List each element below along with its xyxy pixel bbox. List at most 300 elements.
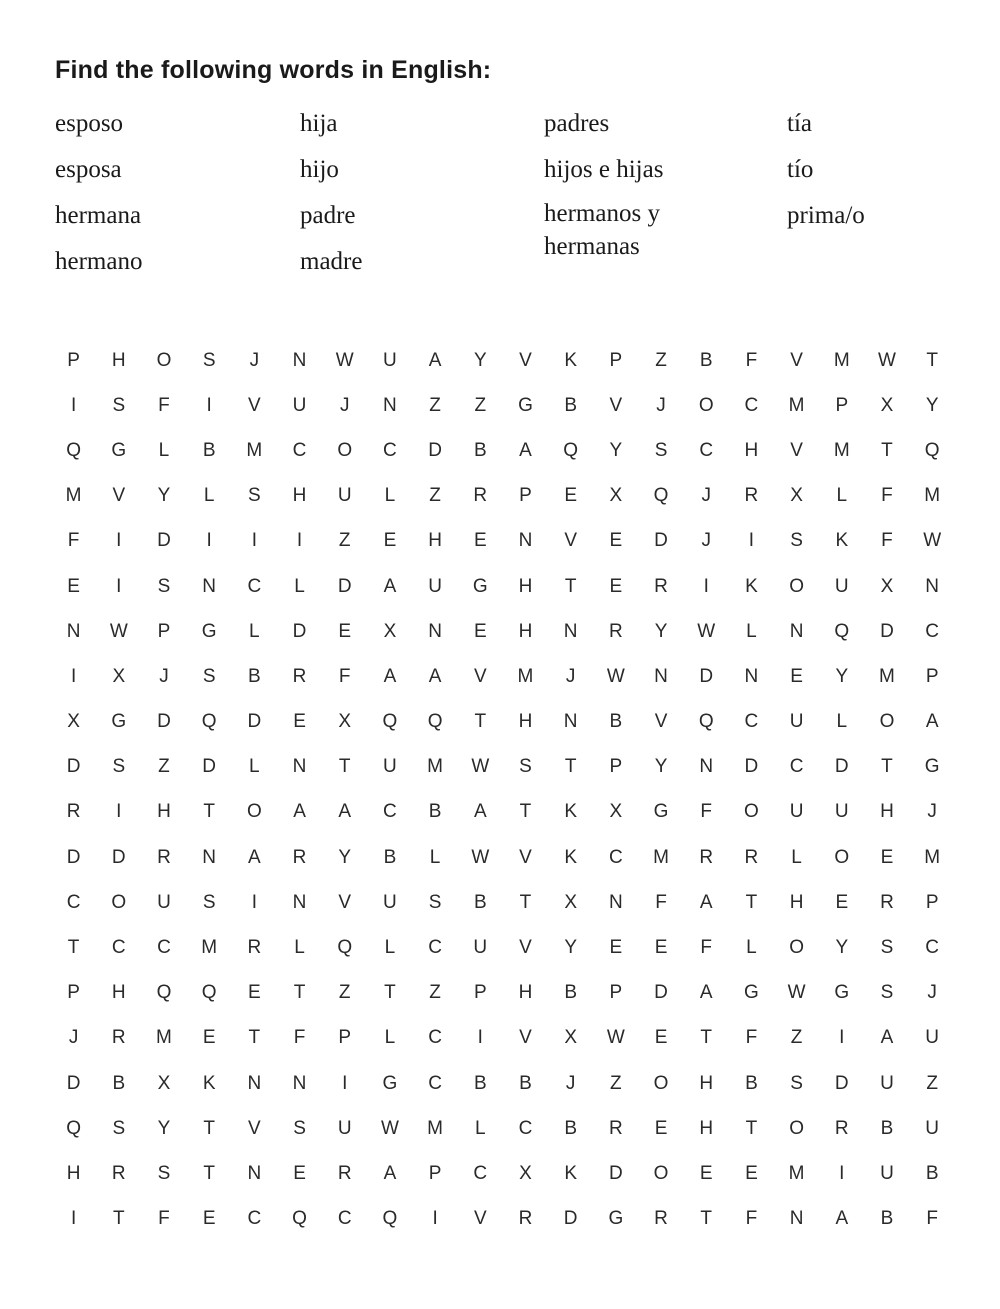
grid-letter: G [608, 1208, 624, 1230]
grid-letter: C [383, 439, 397, 461]
grid-letter: W [109, 620, 128, 642]
grid-letter: S [790, 530, 803, 552]
grid-letter: S [202, 665, 216, 687]
grid-letter: Y [473, 349, 487, 371]
grid-letter: Q [201, 711, 217, 733]
grid-letter: P [519, 485, 532, 507]
grid-letter: Z [429, 982, 441, 1004]
grid-letter: D [202, 756, 217, 778]
grid-letter: B [473, 439, 487, 461]
grid-letter: U [157, 891, 171, 913]
grid-letter: W [787, 982, 806, 1004]
grid-letter: H [292, 485, 307, 507]
grid-letter: K [564, 349, 577, 371]
grid-letter: K [202, 1072, 216, 1094]
grid-letter: U [292, 394, 307, 416]
grid-letter: J [565, 1072, 576, 1094]
grid-letter: N [789, 620, 804, 642]
grid-letter: C [518, 1117, 533, 1139]
grid-letter: X [383, 620, 397, 642]
grid-letter: N [699, 756, 714, 778]
grid-letter: W [606, 665, 625, 687]
grid-letter: R [111, 1162, 126, 1184]
grid-letter: D [654, 530, 668, 552]
grid-letter: Z [429, 485, 441, 507]
grid-letter: G [382, 1072, 398, 1094]
grid-letter: B [925, 1162, 939, 1184]
grid-letter: E [473, 620, 487, 642]
grid-letter: E [609, 575, 623, 597]
grid-letter: N [428, 620, 442, 642]
grid-letter: A [248, 846, 261, 868]
grid-letter: U [925, 1027, 940, 1049]
grid-letter: A [383, 1162, 397, 1184]
grid-letter: S [519, 756, 532, 778]
grid-letter: P [67, 349, 80, 371]
grid-letter: A [293, 801, 306, 823]
grid-letter: M [201, 937, 218, 959]
grid-letter: V [654, 711, 668, 733]
grid-letter: R [111, 1027, 126, 1049]
grid-letter: V [519, 937, 532, 959]
grid-letter: J [68, 1027, 79, 1049]
grid-letter: Y [835, 665, 849, 687]
grid-letter: P [428, 1162, 442, 1184]
grid-letter: O [789, 937, 804, 959]
grid-letter: Q [653, 485, 669, 507]
grid-letter: A [835, 1208, 849, 1230]
grid-letter: B [745, 1072, 758, 1094]
grid-letter: H [518, 620, 533, 642]
grid-letter: O [789, 1117, 804, 1139]
grid-letter: H [157, 801, 171, 823]
grid-letter: E [609, 937, 623, 959]
grid-letter: V [790, 349, 803, 371]
grid-letter: L [746, 937, 757, 959]
grid-letter: B [473, 891, 487, 913]
grid-letter: T [293, 982, 306, 1004]
grid-letter: S [157, 1162, 171, 1184]
page-title: Find the following words in English: [55, 56, 492, 84]
grid-letter: T [203, 1162, 215, 1184]
grid-letter: M [879, 665, 895, 687]
grid-letter: D [66, 1072, 81, 1094]
grid-letter: E [67, 575, 80, 597]
grid-letter: G [111, 711, 127, 733]
grid-letter: U [880, 1072, 894, 1094]
grid-letter: C [383, 801, 397, 823]
grid-letter: O [653, 1072, 669, 1094]
grid-letter: Q [337, 937, 353, 959]
grid-letter: X [609, 485, 623, 507]
grid-letter: E [248, 982, 261, 1004]
grid-letter: E [293, 1162, 306, 1184]
grid-letter: E [835, 891, 849, 913]
grid-letter: E [654, 1117, 668, 1139]
grid-letter: F [655, 891, 667, 913]
grid-letter: T [384, 982, 396, 1004]
grid-letter: A [473, 801, 487, 823]
word-item: hermanos y hermanas [544, 200, 660, 260]
word-column-2 [300, 105, 540, 289]
grid-letter: T [564, 575, 577, 597]
grid-letter: C [925, 620, 940, 642]
grid-letter: Y [654, 756, 668, 778]
grid-letter: M [788, 1162, 805, 1184]
grid-letter: D [428, 439, 442, 461]
grid-letter: I [251, 530, 257, 552]
grid-letter: N [292, 349, 307, 371]
grid-letter: I [477, 1027, 483, 1049]
grid-letter: T [248, 1027, 261, 1049]
grid-letter: Q [563, 439, 579, 461]
grid-letter: S [202, 891, 216, 913]
grid-letter: O [337, 439, 353, 461]
grid-letter: B [880, 1208, 894, 1230]
grid-letter: F [881, 485, 893, 507]
grid-letter: D [292, 620, 307, 642]
grid-letter: E [880, 846, 894, 868]
grid-letter: A [428, 349, 442, 371]
grid-letter: B [383, 846, 397, 868]
grid-letter: L [294, 937, 305, 959]
grid-letter: K [564, 1162, 577, 1184]
grid-letter: I [206, 394, 212, 416]
grid-letter: B [112, 1072, 126, 1094]
grid-letter: U [789, 801, 804, 823]
grid-letter: Y [654, 620, 668, 642]
grid-letter: D [66, 846, 81, 868]
grid-letter: J [339, 394, 350, 416]
grid-letter: N [292, 1072, 307, 1094]
grid-letter: C [789, 756, 804, 778]
grid-letter: H [880, 801, 894, 823]
grid-letter: Z [926, 1072, 938, 1094]
grid-letter: C [157, 937, 171, 959]
grid-letter: S [112, 756, 126, 778]
grid-letter: Z [338, 982, 351, 1004]
grid-letter: U [880, 1162, 894, 1184]
grid-letter: M [924, 846, 941, 868]
grid-letter: D [563, 1208, 578, 1230]
grid-letter: M [246, 439, 263, 461]
grid-letter: F [745, 1208, 758, 1230]
grid-letter: L [294, 575, 305, 597]
grid-letter: E [654, 1027, 668, 1049]
grid-letter: V [112, 485, 126, 507]
grid-letter: I [116, 801, 122, 823]
grid-letter: M [924, 485, 941, 507]
grid-letter: B [202, 439, 216, 461]
grid-letter: S [202, 349, 216, 371]
word-item: hija [300, 110, 338, 137]
grid-letter: V [248, 394, 261, 416]
grid-letter: W [606, 1027, 625, 1049]
grid-letter: V [338, 891, 352, 913]
grid-letter: F [158, 394, 170, 416]
grid-letter: G [518, 394, 533, 416]
grid-letter: R [518, 1208, 533, 1230]
grid-letter: V [519, 846, 532, 868]
grid-letter: B [248, 665, 261, 687]
grid-letter: L [249, 756, 260, 778]
grid-letter: T [203, 1117, 215, 1139]
grid-letter: D [66, 756, 81, 778]
grid-letter: F [67, 530, 80, 552]
word-item: hijos e hijas [544, 156, 664, 183]
grid-letter: I [206, 530, 212, 552]
word-item: hermano [55, 248, 143, 275]
grid-letter: E [790, 665, 803, 687]
grid-letter: D [834, 756, 849, 778]
grid-letter: E [383, 530, 397, 552]
grid-letter: X [338, 711, 352, 733]
grid-letter: G [653, 801, 669, 823]
grid-letter: T [700, 1027, 713, 1049]
grid-letter: H [789, 891, 804, 913]
grid-letter: F [700, 937, 713, 959]
grid-letter: X [790, 485, 803, 507]
grid-letter: K [745, 575, 758, 597]
grid-letter: T [203, 801, 215, 823]
grid-letter: R [337, 1162, 352, 1184]
grid-letter: K [564, 801, 577, 823]
grid-letter: V [473, 665, 487, 687]
grid-letter: F [338, 665, 351, 687]
grid-letter: D [608, 1162, 623, 1184]
grid-letter: H [66, 1162, 81, 1184]
grid-letter: N [654, 665, 668, 687]
grid-letter: G [201, 620, 217, 642]
grid-letter: E [293, 711, 306, 733]
grid-letter: S [248, 485, 261, 507]
grid-letter: B [564, 394, 577, 416]
grid-letter: S [880, 982, 894, 1004]
grid-letter: G [472, 575, 488, 597]
grid-letter: C [428, 937, 442, 959]
grid-letter: G [111, 439, 127, 461]
grid-letter: B [880, 1117, 894, 1139]
grid-letter: E [202, 1208, 216, 1230]
grid-letter: N [518, 530, 533, 552]
grid-letter: Q [66, 1117, 81, 1139]
grid-letter: L [474, 1117, 486, 1139]
grid-letter: P [609, 756, 623, 778]
grid-letter: V [564, 530, 577, 552]
grid-letter: N [66, 620, 81, 642]
grid-letter: R [292, 846, 307, 868]
grid-letter: G [924, 756, 940, 778]
grid-letter: X [112, 665, 126, 687]
grid-letter: E [564, 485, 577, 507]
grid-letter: T [745, 1117, 758, 1139]
grid-letter: T [745, 891, 758, 913]
grid-letter: A [699, 891, 713, 913]
grid-letter: V [248, 1117, 261, 1139]
grid-letter: S [293, 1117, 306, 1139]
word-item: madre [300, 248, 363, 275]
grid-letter: Z [474, 394, 487, 416]
grid-letter: Y [157, 485, 171, 507]
grid-letter: M [788, 394, 805, 416]
grid-letter: E [654, 937, 668, 959]
grid-letter: X [609, 801, 623, 823]
grid-letter: U [383, 891, 397, 913]
grid-letter: T [67, 937, 80, 959]
grid-letter: L [791, 846, 802, 868]
grid-letter: M [156, 1027, 172, 1049]
grid-letter: H [518, 982, 533, 1004]
word-item: padres [544, 110, 610, 137]
word-column-3 [544, 105, 784, 263]
grid-letter: X [519, 1162, 532, 1184]
grid-letter: O [744, 801, 759, 823]
grid-letter: E [745, 1162, 758, 1184]
grid-letter: Q [924, 439, 940, 461]
grid-letter: Z [790, 1027, 803, 1049]
grid-letter: H [111, 982, 126, 1004]
grid-letter: Y [609, 439, 623, 461]
grid-letter: R [247, 937, 262, 959]
grid-letter: A [699, 982, 713, 1004]
grid-letter: I [296, 530, 303, 552]
grid-letter: I [748, 530, 755, 552]
grid-letter: I [251, 891, 257, 913]
grid-letter: V [519, 1027, 532, 1049]
grid-letter: D [157, 711, 171, 733]
grid-letter: L [384, 1027, 396, 1049]
grid-letter: R [744, 485, 759, 507]
grid-letter: R [654, 1208, 668, 1230]
grid-letter: S [112, 1117, 126, 1139]
grid-letter: L [836, 711, 848, 733]
grid-letter: A [383, 665, 397, 687]
grid-letter: P [609, 982, 623, 1004]
grid-letter: O [879, 711, 895, 733]
grid-letter: D [880, 620, 894, 642]
grid-letter: H [428, 530, 442, 552]
grid-letter: C [744, 711, 759, 733]
grid-letter: J [656, 394, 666, 416]
grid-letter: H [111, 349, 126, 371]
grid-letter: R [608, 620, 623, 642]
grid-letter: X [564, 891, 577, 913]
grid-letter: O [698, 394, 714, 416]
grid-letter: A [383, 575, 397, 597]
grid-letter: U [428, 575, 442, 597]
grid-letter: L [746, 620, 757, 642]
grid-letter: F [745, 1027, 758, 1049]
grid-letter: H [518, 575, 533, 597]
grid-letter: E [338, 620, 352, 642]
grid-letter: U [834, 575, 849, 597]
grid-letter: O [789, 575, 804, 597]
grid-letter: F [158, 1208, 170, 1230]
grid-letter: M [65, 485, 82, 507]
word-item: hermana [55, 202, 142, 229]
grid-letter: U [337, 485, 352, 507]
grid-letter: A [519, 439, 532, 461]
grid-letter: F [293, 1027, 306, 1049]
grid-letter: S [428, 891, 442, 913]
grid-letter: Z [655, 349, 667, 371]
grid-letter: W [471, 756, 490, 778]
grid-letter: W [380, 1117, 399, 1139]
grid-letter: E [202, 1027, 216, 1049]
grid-letter: Z [338, 530, 351, 552]
grid-letter: M [833, 349, 850, 371]
grid-letter: I [70, 1208, 77, 1230]
grid-letter: P [157, 620, 171, 642]
grid-letter: Q [201, 982, 217, 1004]
grid-letter: N [383, 394, 397, 416]
grid-letter: Z [158, 756, 170, 778]
grid-letter: E [609, 530, 623, 552]
grid-letter: C [699, 439, 714, 461]
grid-letter: P [67, 982, 80, 1004]
grid-letter: Y [925, 394, 939, 416]
word-list [55, 105, 955, 295]
word-item: hijo [300, 156, 339, 183]
grid-letter: N [789, 1208, 804, 1230]
grid-letter: M [833, 439, 850, 461]
grid-letter: B [564, 982, 577, 1004]
grid-letter: F [700, 801, 713, 823]
grid-letter: C [66, 891, 81, 913]
grid-letter: Q [427, 711, 443, 733]
grid-letter: H [744, 439, 759, 461]
grid-letter: H [699, 1117, 714, 1139]
grid-letter: R [66, 801, 81, 823]
grid-letter: X [880, 394, 894, 416]
word-column-1 [55, 105, 295, 289]
letter-grid [51, 338, 955, 1242]
grid-letter: S [790, 1072, 803, 1094]
grid-letter: Y [338, 846, 352, 868]
grid-letter: S [112, 394, 126, 416]
grid-letter: T [112, 1208, 125, 1230]
grid-letter: O [156, 349, 172, 371]
grid-letter: L [836, 485, 848, 507]
grid-letter: D [157, 530, 171, 552]
grid-letter: U [834, 801, 849, 823]
grid-letter: Z [610, 1072, 622, 1094]
grid-letter: W [878, 349, 896, 371]
grid-letter: T [881, 756, 893, 778]
word-item: tía [787, 110, 812, 137]
grid-letter: L [158, 439, 170, 461]
grid-letter: W [697, 620, 716, 642]
grid-letter: C [744, 394, 759, 416]
grid-letter: J [565, 665, 576, 687]
grid-letter: S [654, 439, 668, 461]
grid-letter: C [292, 439, 307, 461]
grid-letter: Q [382, 711, 398, 733]
grid-letter: T [519, 801, 532, 823]
grid-letter: X [564, 1027, 577, 1049]
grid-letter: L [384, 937, 396, 959]
grid-letter: T [338, 756, 351, 778]
grid-letter: P [473, 982, 487, 1004]
grid-letter: K [564, 846, 577, 868]
grid-letter: H [699, 1072, 714, 1094]
grid-letter: B [699, 349, 713, 371]
grid-letter: P [835, 394, 849, 416]
grid-letter: P [925, 665, 939, 687]
grid-letter: M [517, 665, 534, 687]
grid-letter: A [880, 1027, 894, 1049]
grid-letter: Z [429, 394, 441, 416]
